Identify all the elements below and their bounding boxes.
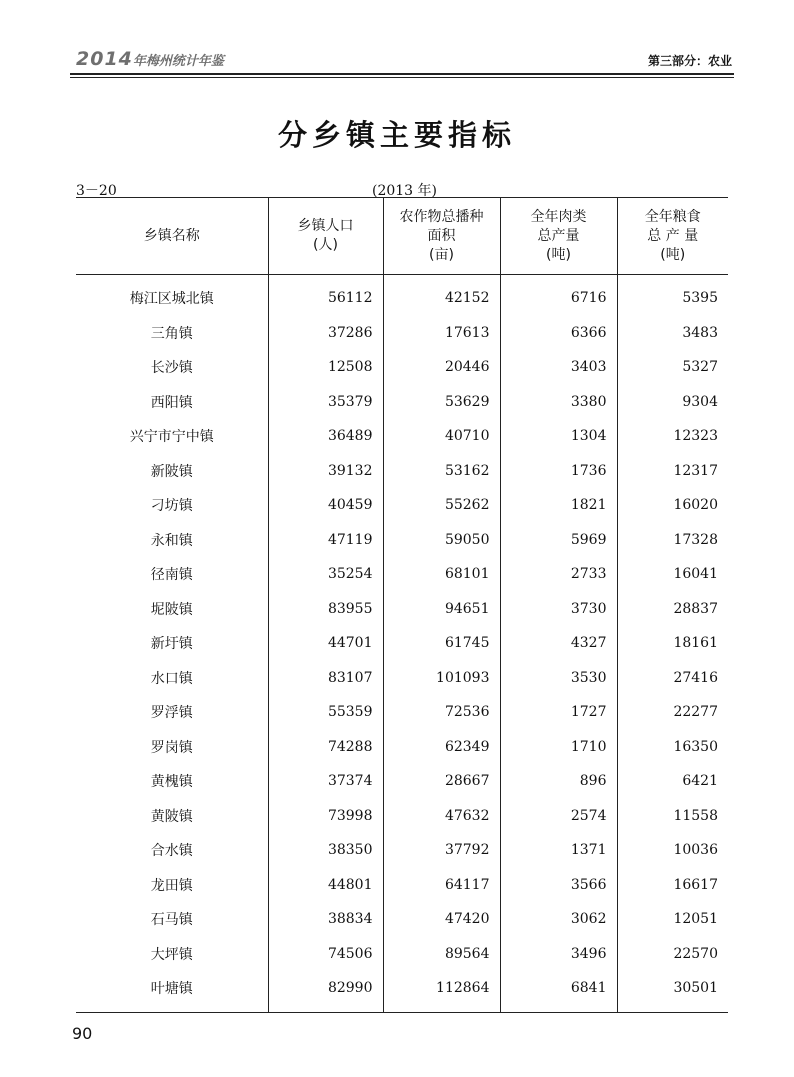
grain-output-cell: 18161 xyxy=(617,626,728,661)
sown-area-cell: 68101 xyxy=(383,557,500,592)
table-row xyxy=(76,799,728,834)
sown-area-cell: 37792 xyxy=(383,833,500,868)
township-name-cell: 黄槐镇 xyxy=(150,774,193,791)
column-header-meat-output: 全年肉类 总产量 (吨) xyxy=(500,198,617,275)
township-name-cell: 刁坊镇 xyxy=(150,498,193,515)
column-header-population: 乡镇人口 (人) xyxy=(268,198,383,275)
sown-area-cell: 53162 xyxy=(383,454,500,489)
column-header-sown-area: 农作物总播种 面积 (亩) xyxy=(383,198,500,275)
page-number: 90 xyxy=(72,1024,93,1043)
table-row xyxy=(76,350,728,385)
township-name-cell: 长沙镇 xyxy=(150,360,193,377)
township-name-cell: 大坪镇 xyxy=(150,946,193,963)
township-name-cell: 梅江区城北镇 xyxy=(129,291,214,308)
meat-output-cell: 3496 xyxy=(500,937,617,972)
sown-area-cell: 28667 xyxy=(383,764,500,799)
sown-area-cell: 47420 xyxy=(383,902,500,937)
grain-output-cell: 30501 xyxy=(617,971,728,1012)
township-name-cell: 兴宁市宁中镇 xyxy=(129,429,214,446)
township-name-cell: 水口镇 xyxy=(150,670,193,687)
township-indicators-table xyxy=(76,197,728,1013)
meat-output-cell: 6366 xyxy=(500,316,617,351)
table-row xyxy=(76,557,728,592)
grain-output-cell: 5327 xyxy=(617,350,728,385)
sown-area-cell: 47632 xyxy=(383,799,500,834)
running-header xyxy=(70,48,734,72)
township-name-cell: 龙田镇 xyxy=(150,877,193,894)
meat-output-cell: 6841 xyxy=(500,971,617,1012)
table-row xyxy=(76,419,728,454)
township-name-cell: 三角镇 xyxy=(150,325,193,342)
meat-output-cell: 3530 xyxy=(500,661,617,696)
meat-output-cell: 2733 xyxy=(500,557,617,592)
grain-output-cell: 16617 xyxy=(617,868,728,903)
table-row xyxy=(76,275,728,316)
table-row xyxy=(76,730,728,765)
population-cell: 12508 xyxy=(268,350,383,385)
meat-output-cell: 1304 xyxy=(500,419,617,454)
table-row xyxy=(76,833,728,868)
township-name-cell: 坭陂镇 xyxy=(150,601,193,618)
table-number: 3－20 xyxy=(76,183,117,199)
meat-output-cell: 3730 xyxy=(500,592,617,627)
section-label: 第三部分：农业 xyxy=(647,54,732,68)
table-row xyxy=(76,316,728,351)
sown-area-cell: 59050 xyxy=(383,523,500,558)
header-rule xyxy=(70,73,734,75)
grain-output-cell: 12317 xyxy=(617,454,728,489)
population-cell: 35379 xyxy=(268,385,383,420)
population-cell: 83107 xyxy=(268,661,383,696)
grain-output-cell: 6421 xyxy=(617,764,728,799)
book-year: 2014 xyxy=(76,48,133,70)
population-cell: 47119 xyxy=(268,523,383,558)
grain-output-cell: 22570 xyxy=(617,937,728,972)
table-row xyxy=(76,764,728,799)
township-name-cell: 径南镇 xyxy=(150,567,193,584)
population-cell: 74506 xyxy=(268,937,383,972)
meat-output-cell: 1371 xyxy=(500,833,617,868)
sown-area-cell: 17613 xyxy=(383,316,500,351)
population-cell: 44701 xyxy=(268,626,383,661)
book-title-text: 年梅州统计年鉴 xyxy=(132,54,224,69)
table-row xyxy=(76,592,728,627)
meat-output-cell: 1821 xyxy=(500,488,617,523)
table-row xyxy=(76,868,728,903)
table-body xyxy=(76,275,728,1013)
table-row xyxy=(76,695,728,730)
grain-output-cell: 5395 xyxy=(617,275,728,316)
grain-output-cell: 9304 xyxy=(617,385,728,420)
population-cell: 39132 xyxy=(268,454,383,489)
table-row xyxy=(76,971,728,1012)
meat-output-cell: 2574 xyxy=(500,799,617,834)
grain-output-cell: 12323 xyxy=(617,419,728,454)
sown-area-cell: 55262 xyxy=(383,488,500,523)
sown-area-cell: 53629 xyxy=(383,385,500,420)
population-cell: 38350 xyxy=(268,833,383,868)
meat-output-cell: 3566 xyxy=(500,868,617,903)
population-cell: 35254 xyxy=(268,557,383,592)
table-row xyxy=(76,661,728,696)
township-name-cell: 西阳镇 xyxy=(150,394,193,411)
population-cell: 83955 xyxy=(268,592,383,627)
grain-output-cell: 22277 xyxy=(617,695,728,730)
table-row xyxy=(76,626,728,661)
grain-output-cell: 3483 xyxy=(617,316,728,351)
grain-output-cell: 11558 xyxy=(617,799,728,834)
meat-output-cell: 1727 xyxy=(500,695,617,730)
sown-area-cell: 72536 xyxy=(383,695,500,730)
meat-output-cell: 6716 xyxy=(500,275,617,316)
township-name-cell: 叶塘镇 xyxy=(150,981,193,998)
population-cell: 44801 xyxy=(268,868,383,903)
page-title: 分乡镇主要指标 xyxy=(277,118,516,152)
table-row xyxy=(76,488,728,523)
sown-area-cell: 61745 xyxy=(383,626,500,661)
grain-output-cell: 28837 xyxy=(617,592,728,627)
book-title xyxy=(76,48,224,70)
population-cell: 37286 xyxy=(268,316,383,351)
table-header-row xyxy=(76,198,728,275)
township-name-cell: 罗岗镇 xyxy=(150,739,193,756)
sown-area-cell: 20446 xyxy=(383,350,500,385)
table-row xyxy=(76,523,728,558)
sown-area-cell: 64117 xyxy=(383,868,500,903)
population-cell: 73998 xyxy=(268,799,383,834)
column-header-grain-output: 全年粮食 总 产 量 (吨) xyxy=(617,198,728,275)
township-name-cell: 石马镇 xyxy=(150,912,193,929)
grain-output-cell: 17328 xyxy=(617,523,728,558)
population-cell: 37374 xyxy=(268,764,383,799)
sown-area-cell: 42152 xyxy=(383,275,500,316)
meat-output-cell: 3062 xyxy=(500,902,617,937)
sown-area-cell: 40710 xyxy=(383,419,500,454)
population-cell: 56112 xyxy=(268,275,383,316)
meat-output-cell: 3380 xyxy=(500,385,617,420)
table-year-note: (2013 年) xyxy=(372,183,438,199)
township-name-cell: 合水镇 xyxy=(150,843,193,860)
grain-output-cell: 16041 xyxy=(617,557,728,592)
population-cell: 36489 xyxy=(268,419,383,454)
table-row xyxy=(76,385,728,420)
sown-area-cell: 62349 xyxy=(383,730,500,765)
table-row xyxy=(76,902,728,937)
table-row xyxy=(76,454,728,489)
header-rule-thin xyxy=(70,77,734,78)
grain-output-cell: 16350 xyxy=(617,730,728,765)
township-name-cell: 永和镇 xyxy=(150,532,193,549)
population-cell: 82990 xyxy=(268,971,383,1012)
meat-output-cell: 1736 xyxy=(500,454,617,489)
township-name-cell: 罗浮镇 xyxy=(150,705,193,722)
column-header-township: 乡镇名称 xyxy=(76,198,268,275)
grain-output-cell: 16020 xyxy=(617,488,728,523)
grain-output-cell: 12051 xyxy=(617,902,728,937)
population-cell: 38834 xyxy=(268,902,383,937)
sown-area-cell: 89564 xyxy=(383,937,500,972)
table-row xyxy=(76,937,728,972)
meat-output-cell: 1710 xyxy=(500,730,617,765)
meat-output-cell: 896 xyxy=(500,764,617,799)
township-name-cell: 黄陂镇 xyxy=(150,808,193,825)
grain-output-cell: 27416 xyxy=(617,661,728,696)
sown-area-cell: 101093 xyxy=(383,661,500,696)
population-cell: 40459 xyxy=(268,488,383,523)
township-name-cell: 新陂镇 xyxy=(150,463,193,480)
meat-output-cell: 4327 xyxy=(500,626,617,661)
grain-output-cell: 10036 xyxy=(617,833,728,868)
sown-area-cell: 112864 xyxy=(383,971,500,1012)
meat-output-cell: 3403 xyxy=(500,350,617,385)
township-name-cell: 新圩镇 xyxy=(150,636,193,653)
population-cell: 55359 xyxy=(268,695,383,730)
population-cell: 74288 xyxy=(268,730,383,765)
meat-output-cell: 5969 xyxy=(500,523,617,558)
sown-area-cell: 94651 xyxy=(383,592,500,627)
